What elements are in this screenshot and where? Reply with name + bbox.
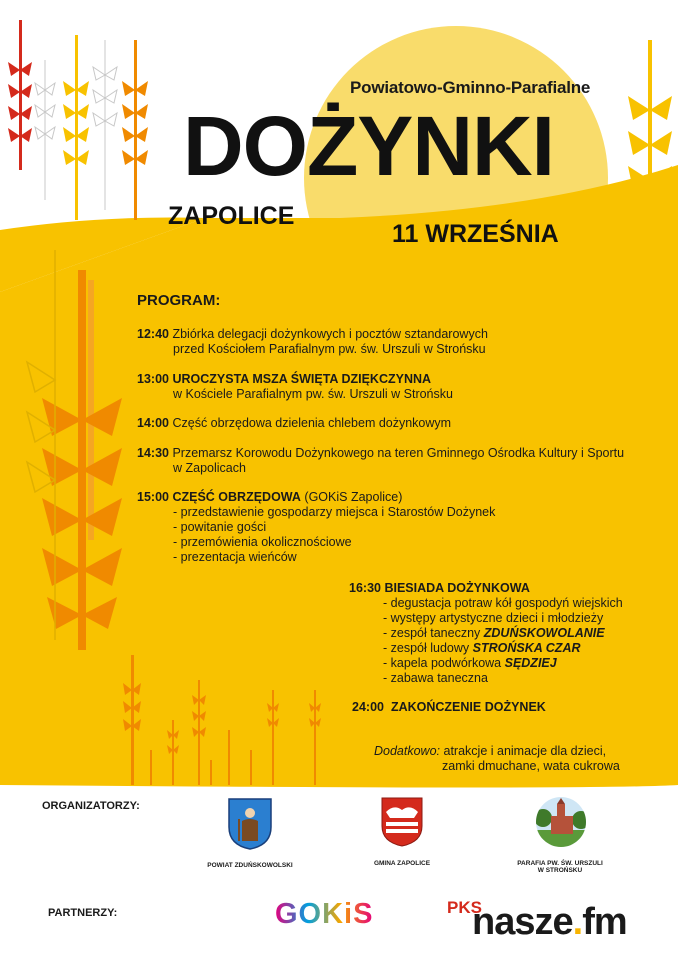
event-title-suffix: (GOKiS Zapolice) xyxy=(300,490,403,504)
event-title: DOŻYNKI xyxy=(183,99,554,193)
program-event xyxy=(137,490,495,565)
event-line: - przedstawienie gospodarzy miejsca i Starostów Dożynek xyxy=(173,505,496,519)
event-line: - degustacja potraw kół gospodyń wiejskich xyxy=(383,596,623,610)
event-line: - zespół taneczny ZDUŃSKOWOLANIE xyxy=(383,626,605,640)
event-time: 12:40 xyxy=(137,327,169,341)
program-event xyxy=(352,700,546,715)
extra-line: zamki dmuchane, wata cukrowa xyxy=(442,759,620,773)
extra-line: atrakcje i animacje dla dzieci, xyxy=(443,744,607,758)
church-photo xyxy=(535,796,587,848)
event-line: Część obrzędowa dzielenia chlebem dożynkowym xyxy=(172,416,452,430)
program-event xyxy=(137,372,453,402)
program-event xyxy=(137,327,488,357)
event-line: - występy artystyczne dzieci i młodzieży xyxy=(383,611,604,625)
gmina-coat-of-arms-logo xyxy=(380,796,424,848)
event-line: - zabawa taneczna xyxy=(383,671,488,685)
organizers-label: ORGANIZATORZY: xyxy=(42,800,140,812)
event-date: 11 WRZEŚNIA xyxy=(392,220,559,248)
pks-logo: PKS xyxy=(447,898,482,917)
organizer-caption: GMINA ZAPOLICE xyxy=(373,860,431,867)
event-line: Przemarsz Korowodu Dożynkowego na teren Gminnego Ośrodka Kultury i Sportu xyxy=(172,446,625,460)
event-line: - kapela podwórkowa SĘDZIEJ xyxy=(383,656,557,670)
event-time: 14:00 xyxy=(137,416,169,430)
event-title: ZAKOŃCZENIE DOŻYNEK xyxy=(390,700,546,714)
event-line: - prezentacja wieńców xyxy=(173,550,297,564)
event-line: - przemówienia okolicznościowe xyxy=(173,535,352,549)
extra-label: Dodatkowo: xyxy=(374,744,441,758)
program-heading: PROGRAM: xyxy=(137,292,221,309)
organizer-caption: POWIAT ZDUŃSKOWOLSKI xyxy=(207,862,293,869)
program-event xyxy=(349,581,623,686)
event-time: 13:00 xyxy=(137,372,169,386)
program-event xyxy=(137,446,624,476)
event-place: ZAPOLICE xyxy=(168,202,295,230)
event-line: przed Kościołem Parafialnym pw. św. Urszuli w Strońsku xyxy=(173,342,486,356)
event-title: UROCZYSTA MSZA ŚWIĘTA DZIĘKCZYNNA xyxy=(172,372,432,386)
event-line: - zespół ludowy STROŃSKA CZAR xyxy=(383,641,581,655)
event-time: 24:00 xyxy=(352,700,384,714)
event-line: - powitanie gości xyxy=(173,520,267,534)
event-line: w Zapolicach xyxy=(173,461,246,475)
program-event xyxy=(137,416,451,431)
partners-label: PARTNERZY: xyxy=(48,907,118,919)
powiat-coat-of-arms-logo xyxy=(227,797,273,851)
event-line: w Kościele Parafialnym pw. św. Urszuli w Strońsku xyxy=(173,387,453,401)
event-time: 15:00 xyxy=(137,490,169,504)
event-title: CZĘŚĆ OBRZĘDOWA xyxy=(172,490,301,504)
extra-attractions xyxy=(374,744,620,774)
event-line: Zbiórka delegacji dożynkowych i pocztów sztandarowych xyxy=(172,327,488,341)
nasze-fm-watermark: nasze.fm xyxy=(472,901,627,943)
gokis-logo: GOKiS xyxy=(275,898,374,930)
event-subtitle: Powiatowo-Gminno-Parafialne xyxy=(350,78,591,97)
event-title: BIESIADA DOŻYNKOWA xyxy=(384,581,530,595)
event-time: 14:30 xyxy=(137,446,169,460)
organizer-caption: PARAFIA PW. ŚW. URSZULI W STROŃSKU xyxy=(517,860,603,874)
event-time: 16:30 xyxy=(349,581,381,595)
